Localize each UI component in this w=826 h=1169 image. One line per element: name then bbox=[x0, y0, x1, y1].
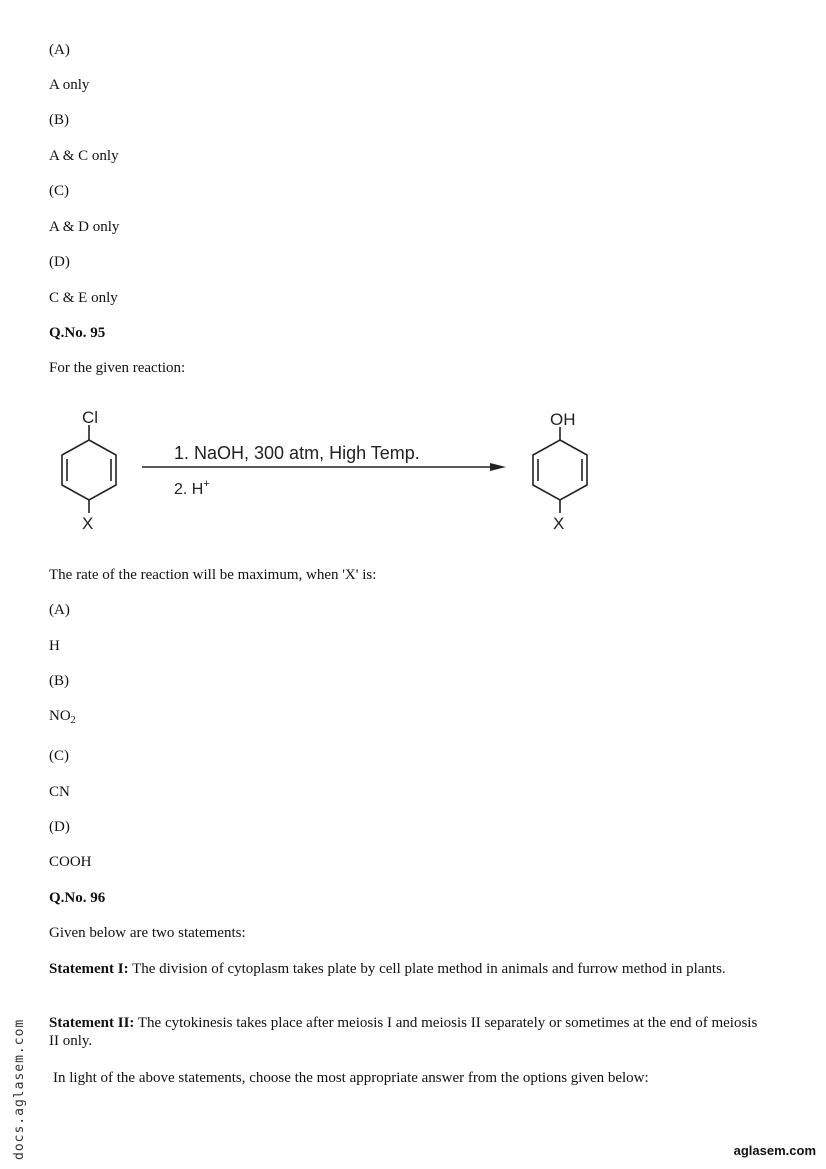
reaction-condition-1: 1. NaOH, 300 atm, High Temp. bbox=[174, 443, 420, 463]
statement-1-label: Statement I: bbox=[49, 961, 129, 977]
reactant-para-group: X bbox=[82, 514, 94, 533]
reaction-condition-2: 2. H+ bbox=[174, 478, 210, 498]
question-95-text: The rate of the reaction will be maximum, when 'X' is: bbox=[49, 567, 377, 583]
reactant-benzene-ring bbox=[62, 425, 116, 513]
reaction-scheme bbox=[44, 405, 614, 535]
q95-option-d-text: COOH bbox=[49, 854, 92, 870]
reactant-substituent: Cl bbox=[82, 408, 99, 427]
option-a-text: A only bbox=[49, 77, 90, 93]
question-96-prompt: Given below are two statements: bbox=[49, 925, 246, 941]
statement-1 bbox=[49, 960, 769, 978]
question-96-instruction: In light of the above statements, choose the most appropriate answer from the options given below: bbox=[53, 1070, 649, 1086]
product-benzene-ring bbox=[533, 427, 587, 513]
q95-option-c-label: (C) bbox=[49, 748, 69, 764]
option-b-label: (B) bbox=[49, 112, 69, 128]
q95-option-a-label: (A) bbox=[49, 602, 70, 618]
option-d-label: (D) bbox=[49, 254, 70, 270]
option-b-text: A & C only bbox=[49, 148, 119, 164]
product-para-group: X bbox=[553, 514, 565, 533]
question-number-96: Q.No. 96 bbox=[49, 890, 106, 906]
q95-option-c-text: CN bbox=[49, 784, 70, 800]
q95-option-b-text: $NO_2$ bbox=[49, 708, 76, 726]
question-95-prompt: For the given reaction: bbox=[49, 360, 186, 376]
option-c-label: (C) bbox=[49, 183, 69, 199]
footer-brand: aglasem.com bbox=[733, 1143, 816, 1158]
reaction-arrow-head bbox=[490, 463, 506, 471]
q95-option-d-label: (D) bbox=[49, 819, 70, 835]
option-a-label: (A) bbox=[49, 42, 70, 58]
q95-option-b-label: (B) bbox=[49, 673, 69, 689]
q95-option-a-text: H bbox=[49, 638, 60, 654]
option-c-text: A & D only bbox=[49, 219, 120, 235]
option-d-text: C & E only bbox=[49, 290, 118, 306]
statement-1-text: The division of cytoplasm takes plate by cell plate method in animals and furrow method in plants. bbox=[132, 961, 726, 977]
side-watermark: docs.aglasem.com bbox=[12, 1018, 27, 1160]
statement-2-label: Statement II: bbox=[49, 1015, 135, 1031]
statement-2 bbox=[49, 1014, 769, 1050]
question-number-95: Q.No. 95 bbox=[49, 325, 106, 341]
product-substituent: OH bbox=[550, 410, 576, 429]
statement-2-text: The cytokinesis takes place after meiosis I and meiosis II separately or sometimes at the end of meiosis II only. bbox=[49, 1015, 758, 1049]
